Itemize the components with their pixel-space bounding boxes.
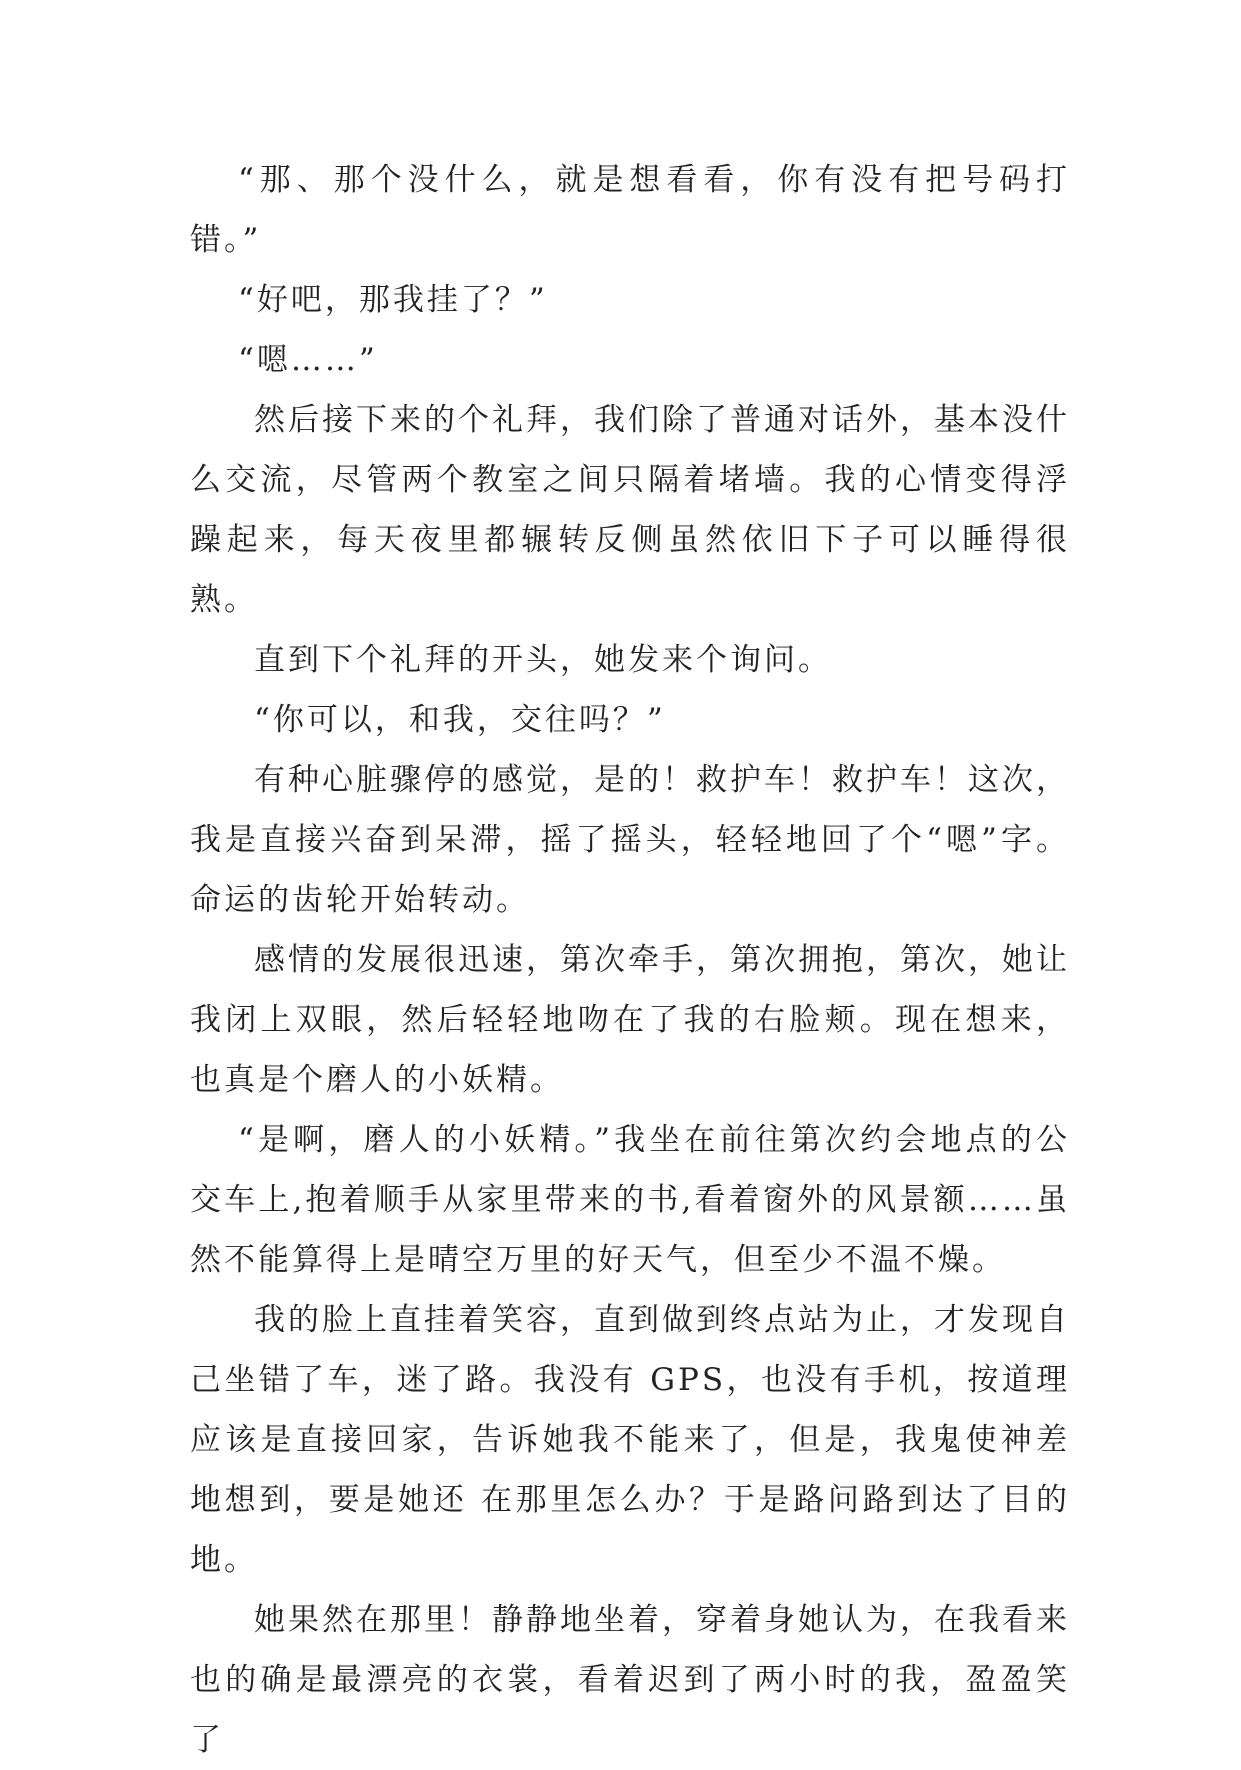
paragraph-9: “是啊，磨人的小妖精。”我坐在前往第次约会地点的公交车上,抱着顺手从家里带来的书,看着窗外的风景额……虽然不能算得上是晴空万里的好天气，但至少不温不燥。 [190,1122,1070,1278]
paragraph-10: 我的脸上直挂着笑容，直到做到终点站为止，才发现自己坐错了车，迷了路。我没有 GPS，也没有手机，按道理应该是直接回家，告诉她我不能来了，但是，我鬼使神差地想到，要是她还 在那里怎么办？于是路问路到达了目的地。 [190,1302,1070,1578]
document-body [190,150,1070,1770]
paragraph-6: “你可以，和我，交往吗？” [254,702,666,738]
paragraph-11: 她果然在那里！静静地坐着，穿着身她认为，在我看来也的确是最漂亮的衣裳，看着迟到了两小时的我，盈盈笑了 [190,1602,1070,1758]
paragraph-8: 感情的发展很迅速，第次牵手，第次拥抱，第次，她让我闭上双眼，然后轻轻地吻在了我的右脸颊。现在想来，也真是个磨人的小妖精。 [190,942,1070,1098]
paragraph-1: “那、那个没什么，就是想看看，你有没有把号码打错。” [190,162,1070,258]
paragraph-7: 有种心脏骤停的感觉，是的！救护车！救护车！这次，我是直接兴奋到呆滞，摇了摇头，轻轻地回了个“嗯”字。命运的齿轮开始转动。 [190,762,1070,918]
paragraph-2: “好吧，那我挂了？” [238,282,548,318]
paragraph-4: 然后接下来的个礼拜，我们除了普通对话外，基本没什么交流，尽管两个教室之间只隔着堵墙。我的心情变得浮躁起来，每天夜里都辗转反侧虽然依旧下子可以睡得很熟。 [190,402,1070,618]
paragraph-3: “嗯……” [238,342,378,378]
paragraph-5: 直到下个礼拜的开头，她发来个询问。 [254,642,832,678]
